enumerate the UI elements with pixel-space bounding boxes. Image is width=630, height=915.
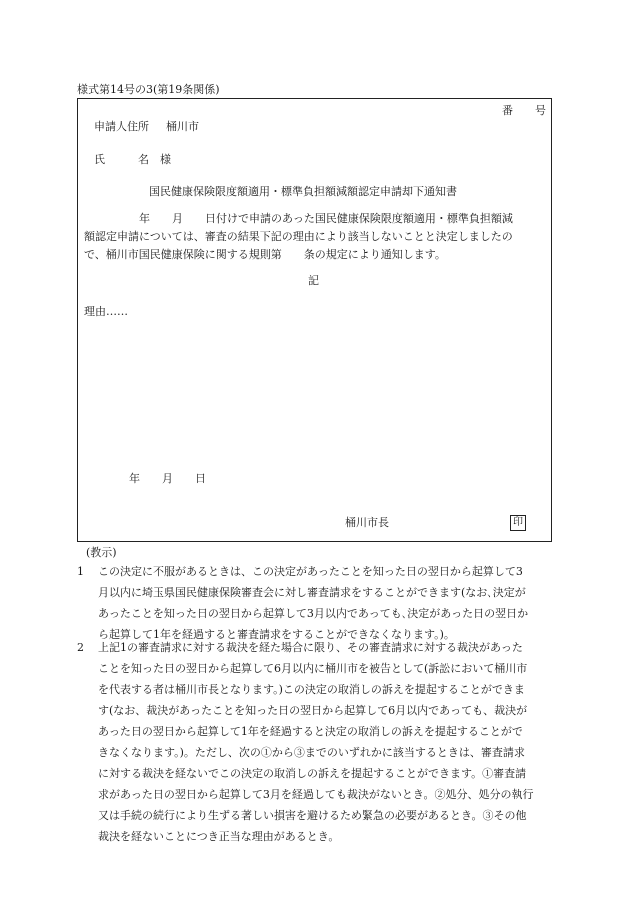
notice-title: 国民健康保険限度額適用・標準負担額減額認定申請却下通知書 [149,185,457,198]
notes-item-number: 1 [77,565,84,578]
notes-item [77,637,557,849]
notes-line: を代表する者は桶川市長となります。)この決定の取消しの訴えを提起することができま [98,683,525,696]
body-line: 額認定申請については、審査の結果下記の理由により該当しないことと決定しましたの [84,230,513,243]
ki-heading: 記 [308,274,319,287]
applicant-address-value: 桶川市 [166,120,199,133]
issuer-label: 桶川市長 [345,516,389,529]
applicant-address-label: 申請人住所 [94,120,149,133]
notes-line: ことを知った日の翌日から起算して6月以内に桶川市を被告として(訴訟において桶川市 [98,662,528,675]
notes-line: この決定に不服があるときは、この決定があったことを知った日の翌日から起算して3 [98,565,523,578]
notes-item [77,561,557,647]
notice-frame [77,98,552,542]
notes-heading: (教示) [86,546,117,559]
notes-line: 裁決を経ないことにつき正当な理由があるとき。 [98,830,340,843]
date-label: 年 月 日 [129,472,206,485]
notes-line: 月以内に埼玉県国民健康保険審査会に対し審査請求をすることができます(なお､決定が [98,586,526,599]
notes-line: す(なお、裁決があったことを知った日の翌日から起算して6月以内であっても、裁決が [98,704,528,717]
body-line: で、桶川市国民健康保険に関する規則第 条の規定により通知します。 [84,248,446,261]
form-number: 様式第14号の3(第19条関係) [77,83,220,96]
notes-item-number: 2 [77,641,84,654]
notes-line: 又は手続の続行により生ずる著しい損害を避けるため緊急の必要があるとき。③その他 [98,809,527,822]
document-number-label: 番 号 [502,104,546,117]
notes-item-text [98,561,528,645]
notes-line: 上記1の審査請求に対する裁決を経た場合に限り、その審査請求に対する裁決があった [98,641,523,654]
notice-body [84,210,513,264]
body-line: 年 月 日付けで申請のあった国民健康保険限度額適用・標準負担額減 [84,212,513,225]
seal-stamp: 印 [510,515,526,531]
notes-line: 求があった日の翌日から起算して3月を経過しても裁決がないとき。②処分、処分の執行 [98,788,534,801]
notes-item-text [98,637,533,847]
reason-label: 理由…… [84,305,128,318]
notes-line: ら起算して1年を経過すると審査請求をすることができなくなります。)。 [98,628,455,641]
notes-line: あった日の翌日から起算して1年を経過すると決定の取消しの訴えを提起することがで [98,725,523,738]
notes-line: に対する裁決を経ないでこの決定の取消しの訴えを提起することができます。①審査請 [98,767,527,780]
applicant-name-label: 氏 名 様 [94,153,171,166]
notes-line: きなくなります。)。ただし、次の①から③までのいずれかに該当するときは、審査請求 [98,746,525,759]
notes-line: あったことを知った日の翌日から起算して3月以内であっても､決定があった日の翌日か [98,607,529,620]
